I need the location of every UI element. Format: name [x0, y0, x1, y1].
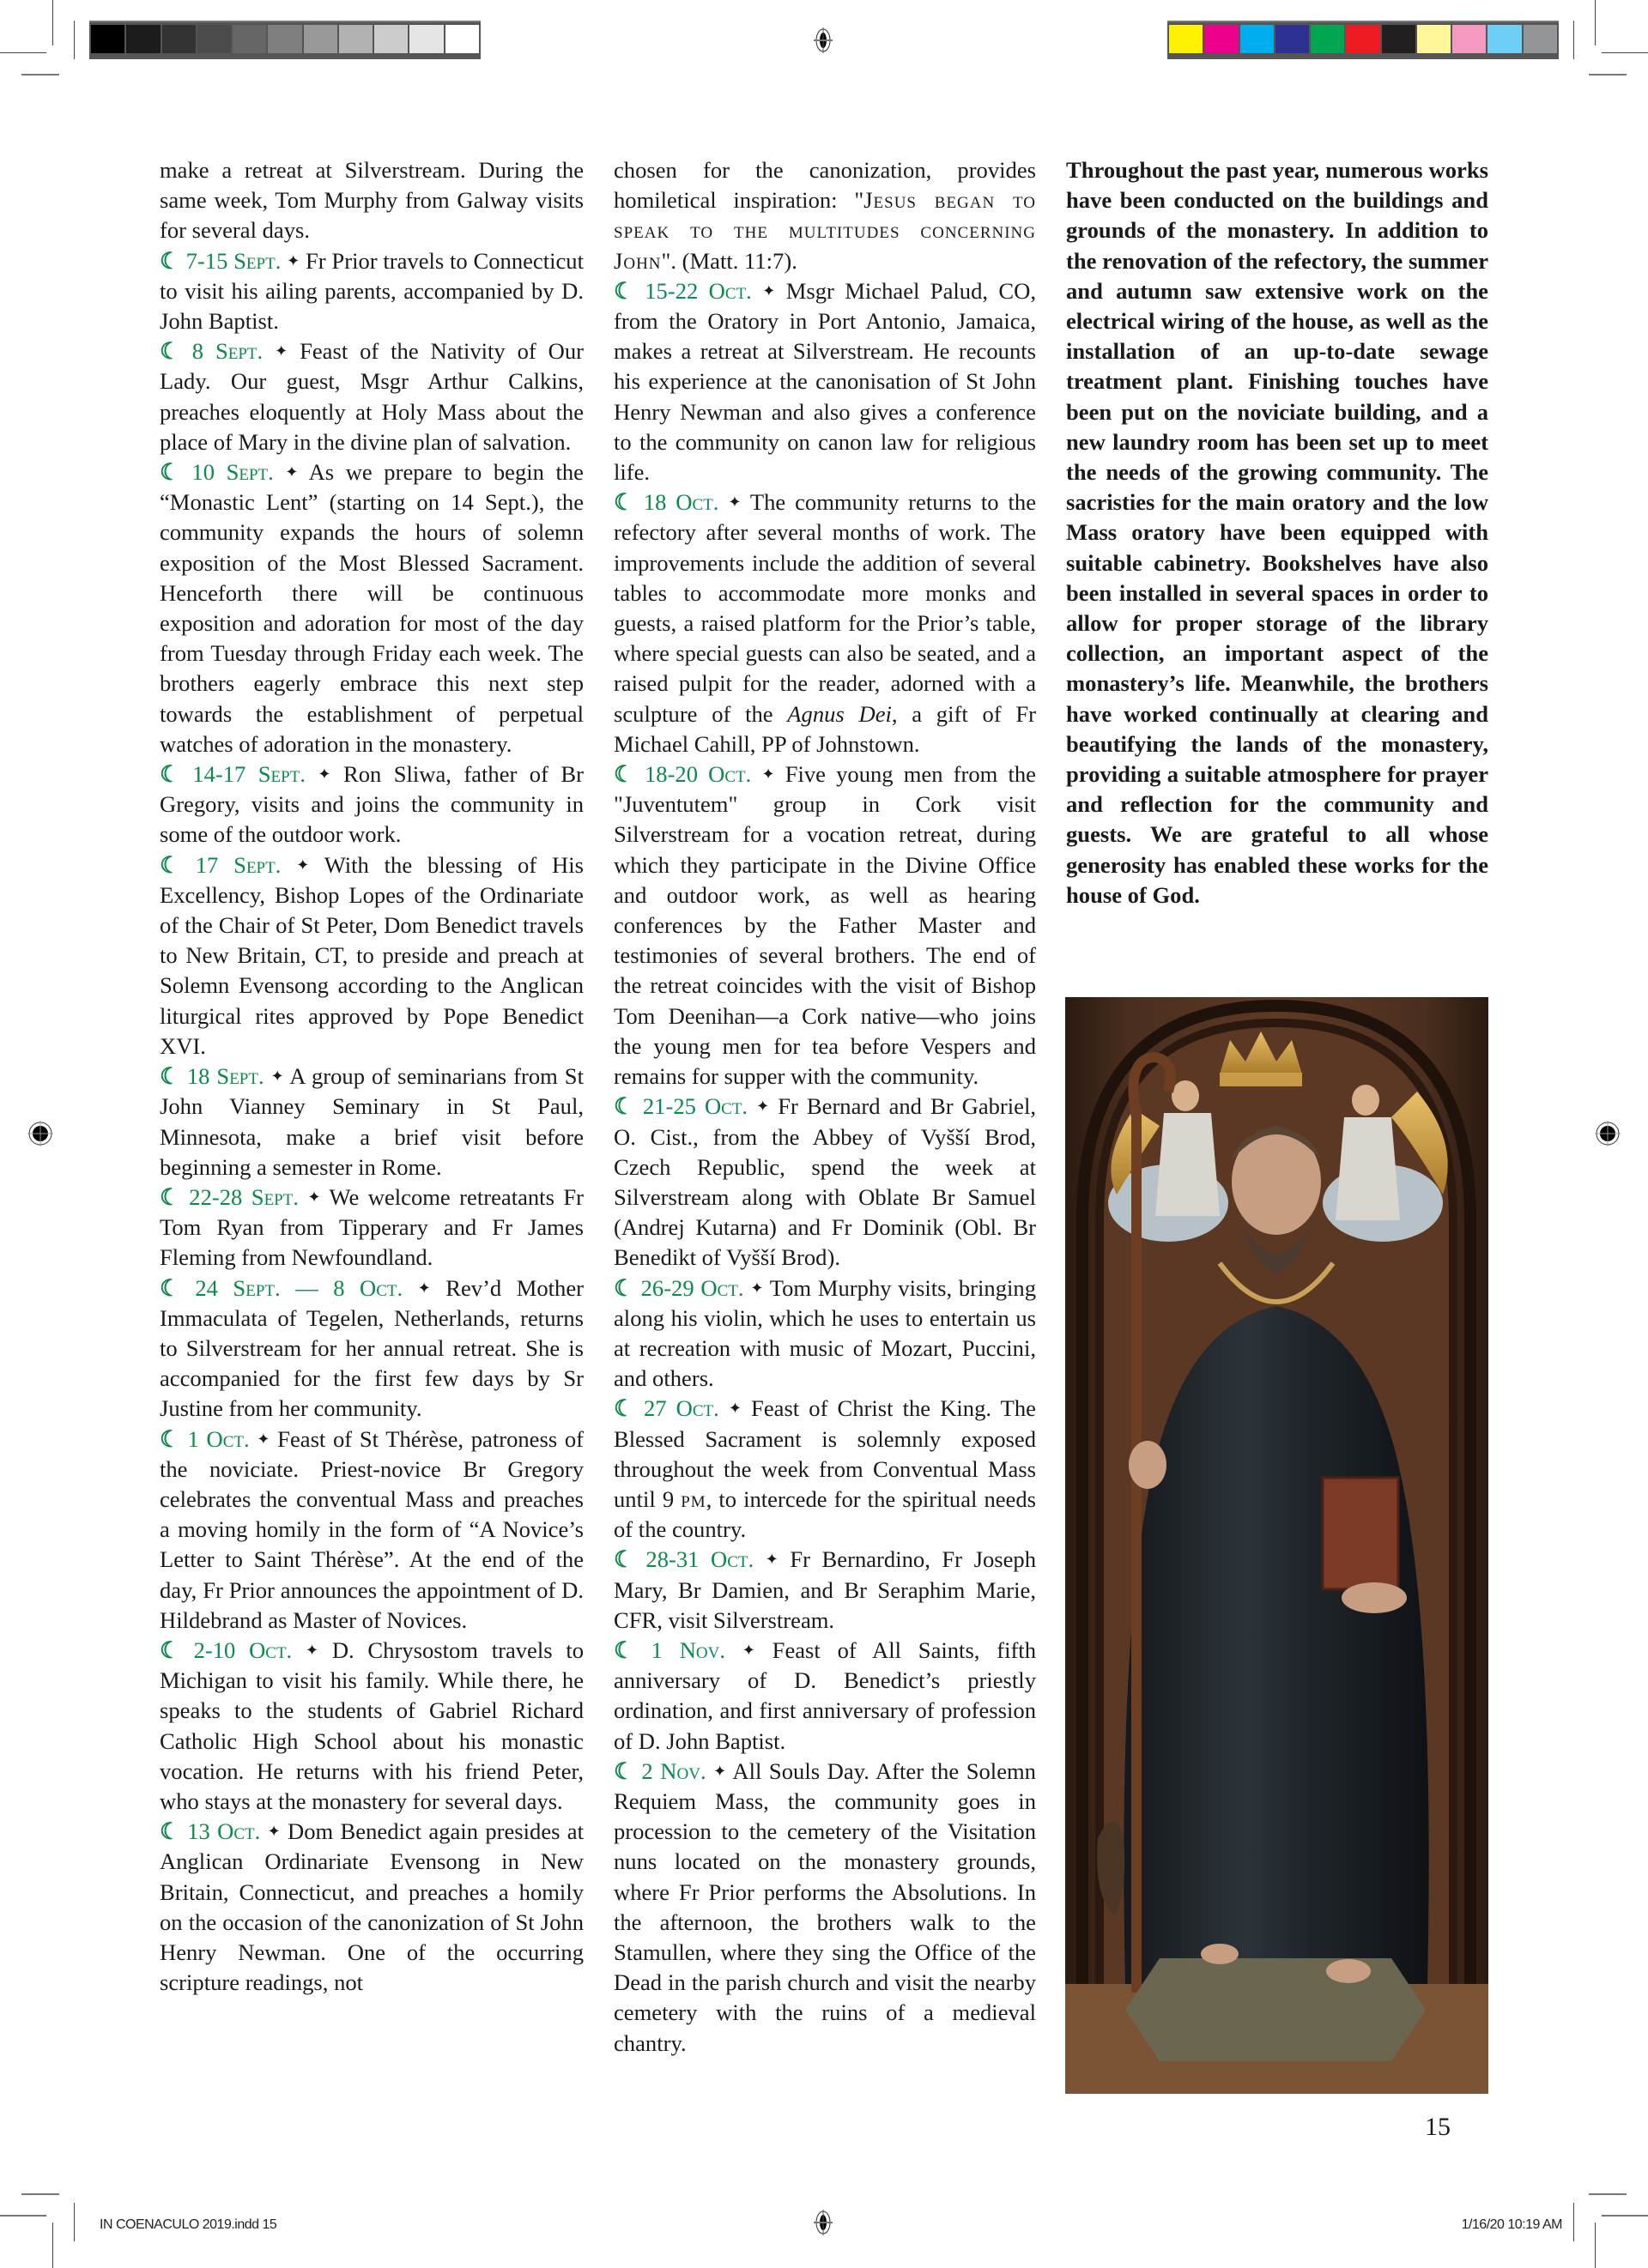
separator-diamond-icon: ✦: [307, 1188, 321, 1206]
entry-text: We welcome retreatants Fr Tom Ryan from Tipperary and Fr James Fleming from Newfoundland.: [160, 1183, 585, 1271]
entry-text: D. Chrysostom travels to Michigan to visit his family. While there, he speaks to the students of Gabriel Richard Catholic High School about his monastic vocation. He returns with his friend Peter, who stays at the monastery for several days.: [160, 1636, 585, 1814]
crop-mark: [74, 2203, 75, 2241]
separator-diamond-icon: ✦: [257, 1430, 270, 1448]
entry-marker-icon: ☾: [614, 1395, 634, 1422]
entry-marker-icon: ☾: [160, 1063, 180, 1090]
chronicle-entry: [160, 1424, 584, 1636]
entry-date: 1 Oct.: [187, 1425, 250, 1452]
grayscale-calibration-bar: [89, 21, 481, 59]
chronicle-entry: [160, 850, 584, 1061]
gray-swatch: [162, 25, 197, 53]
crop-mark: [52, 2223, 53, 2268]
chronicle-entry: [160, 246, 584, 337]
chronicle-entry: [614, 1636, 1036, 1757]
chronicle-entry: [614, 1394, 1036, 1545]
crop-mark: [1595, 2223, 1596, 2268]
color-swatch: [1487, 25, 1523, 53]
entry-marker-icon: ☾: [160, 1425, 180, 1452]
color-swatch: [1240, 25, 1275, 53]
entry-text-smallcaps: pm: [681, 1485, 706, 1512]
entry-text: Msgr Michael Palud, CO, from the Oratory in Port Antonio, Jamaica, makes a retreat at Silverstream. He recounts his experience at the canonisation of St John Henry Newman and also gives a conference to the community on canon law for religious life.: [614, 277, 1037, 486]
chronicle-entry: [614, 1092, 1036, 1273]
entry-marker-icon: ☾: [160, 1274, 180, 1301]
gray-swatch: [445, 25, 479, 53]
chronicle-entry: [160, 1061, 584, 1182]
color-swatch: [1382, 25, 1417, 53]
scripture-quote: Jesus began to speak to the multitudes concerning John: [614, 187, 1036, 274]
entry-text: Feast of Christ the King. The Blessed Sacrament is solemnly exposed throughout the week from Conventual Mass until 9: [614, 1395, 1036, 1512]
entry-text: Fr Bernardino, Fr Joseph Mary, Br Damien, and Br Seraphim Marie, CFR, visit Silverstream.: [614, 1546, 1036, 1633]
entry-marker-icon: ☾: [160, 761, 180, 788]
entry-text: The community returns to the refectory after several months of work. The improvements include the addition of several tables to accommodate more monks and guests, a raised platform for the Prior’s table, where special guests can also be seated, and a raised pulpit for the reader, adorned with a sculpture of the: [614, 489, 1037, 727]
separator-diamond-icon: ✦: [762, 281, 776, 299]
saint-statue-photo: [1065, 997, 1488, 2094]
color-swatch: [1346, 25, 1381, 53]
entry-date: 14-17 Sept.: [192, 761, 306, 788]
entry-date: 22-28 Sept.: [189, 1183, 300, 1210]
registration-mark-top-icon: [810, 27, 836, 53]
crop-mark: [1602, 2215, 1648, 2217]
gray-swatch: [91, 25, 126, 53]
registration-mark-right-icon: [1595, 1121, 1621, 1146]
gray-swatch: [233, 25, 268, 53]
separator-diamond-icon: ✦: [728, 493, 742, 511]
entry-text: Feast of the Nativity of Our Lady. Our guest, Msgr Arthur Calkins, preaches eloquently at Holy Mass about the place of Mary in the divine plan of salvation.: [160, 338, 585, 455]
entry-marker-icon: ☾: [160, 459, 180, 486]
entry-date: 27 Oct.: [643, 1395, 719, 1422]
entry-marker-icon: ☾: [614, 1757, 634, 1784]
entry-marker-icon: ☾: [614, 1093, 634, 1120]
entry-marker-icon: ☾: [160, 247, 180, 274]
chronicle-entry: [160, 1273, 584, 1424]
crop-mark: [74, 21, 75, 59]
entry-text: All Souls Day. After the Solemn Requiem Mass, the community goes in procession to the cemetery of the Visitation nuns located on the monastery grounds, where Fr Prior performs the Absolutions. In the afternoon, the brothers walk to the Stamullen, where they sing the Office of the Dead in the parish church and visit the nearby cemetery with the ruins of a medieval chantry.: [614, 1757, 1036, 2056]
separator-diamond-icon: ✦: [742, 1641, 755, 1659]
separator-diamond-icon: ✦: [287, 251, 300, 269]
chronicle-entry: [614, 1273, 1036, 1394]
entry-marker-icon: ☾: [160, 1636, 180, 1663]
entry-text: Rev’d Mother Immaculata of Tegelen, Netherlands, returns to Silverstream for her annual retreat. She is accompanied for the first few days by Sr Justine from her community.: [160, 1274, 585, 1422]
crop-mark: [52, 0, 53, 45]
color-swatch: [1275, 25, 1311, 53]
crop-mark: [0, 2215, 46, 2217]
crop-mark: [1589, 74, 1627, 76]
chronicle-column-2: [614, 155, 1036, 2059]
entry-text: Five young men from the "Juventutem" group in Cork visit Silverstream for a vocation retreat, during which they participate in the Divine Office and outdoor work, as well as hearing conferences by the Father Master and testimonies of several brothers. The end of the retreat coincides with the visit of Bishop Tom Deenihan—a Cork native—who joins the young men for tea before Vespers and remains for supper with the community.: [614, 761, 1036, 1090]
color-calibration-bar: [1167, 21, 1559, 59]
slug-filename: IN COENACULO 2019.indd 15: [100, 2217, 277, 2232]
entry-text: As we prepare to begin the “Monastic Lent” (starting on 14 Sept.), the community expands the hours of solemn exposition of the Most Blessed Sacrament. Henceforth there will be continuous exposition and adoration for most of the day from Tuesday through Friday each week. The brothers eagerly embrace this next step towards the establishment of perpetual watches of adoration in the monastery.: [160, 459, 584, 757]
color-swatch: [1452, 25, 1487, 53]
slug-timestamp: 1/16/20 10:19 AM: [1461, 2217, 1562, 2232]
chronicle-entry: [614, 1545, 1036, 1636]
entry-date: 2-10 Oct.: [193, 1636, 293, 1663]
gray-swatch: [197, 25, 233, 53]
gray-swatch: [268, 25, 303, 53]
works-summary-column: [1066, 155, 1488, 910]
separator-diamond-icon: ✦: [305, 1641, 319, 1659]
entry-text: Tom Murphy visits, bringing along his violin, which he uses to entertain us at recreation with music of Mozart, Puccini, and others.: [614, 1274, 1036, 1392]
entry-text: Feast of St Thérèse, patroness of the noviciate. Priest-novice Br Gregory celebrates the conventual Mass and preaches a moving homily in the form of “A Novice’s Letter to Saint Thérèse”. At the end of the day, Fr Prior announces the appointment of D. Hildebrand as Master of Novices.: [160, 1425, 585, 1633]
crop-mark: [1602, 52, 1648, 53]
entry-date: 13 Oct.: [187, 1818, 261, 1845]
continuation-paragraph: make a retreat at Silverstream. During the same week, Tom Murphy from Galway visits for several days.: [160, 157, 584, 244]
entry-date: 26-29 Oct.: [640, 1274, 744, 1301]
registration-mark-left-icon: [27, 1121, 53, 1146]
entry-marker-icon: ☾: [614, 1636, 634, 1663]
chronicle-entry: [160, 759, 584, 850]
entry-marker-icon: ☾: [614, 761, 634, 788]
separator-diamond-icon: ✦: [750, 1279, 764, 1297]
separator-diamond-icon: ✦: [728, 1400, 742, 1418]
separator-diamond-icon: ✦: [756, 1098, 770, 1116]
crop-mark: [1573, 21, 1574, 59]
page-number: 15: [1425, 2113, 1451, 2141]
color-swatch: [1417, 25, 1452, 53]
entry-marker-icon: ☾: [160, 1818, 180, 1845]
entry-date: 8 Sept.: [191, 338, 264, 365]
entry-marker-icon: ☾: [160, 338, 180, 365]
entry-marker-icon: ☾: [614, 1274, 634, 1301]
separator-diamond-icon: ✦: [761, 765, 775, 783]
entry-date: 1 Nov.: [651, 1636, 725, 1663]
chronicle-column-1: [160, 155, 584, 1998]
separator-diamond-icon: ✦: [318, 765, 331, 783]
entry-date: 18 Sept.: [186, 1063, 264, 1090]
chronicle-entry: [160, 457, 584, 759]
entry-text: Fr Bernard and Br Gabriel, O. Cist., from the Abbey of Vyšší Brod, Czech Republic, spend the week at Silverstream along with Oblate Br Samuel (Andrej Kutarna) and Fr Dominik (Obl. Br Benedikt of Vyšší Brod).: [614, 1093, 1036, 1271]
entry-marker-icon: ☾: [614, 1546, 634, 1573]
entry-date: 18 Oct.: [643, 489, 719, 516]
chronicle-entry: [160, 1817, 584, 1998]
separator-diamond-icon: ✦: [417, 1279, 431, 1297]
entry-date: 18-20 Oct.: [644, 761, 752, 788]
gray-swatch: [304, 25, 339, 53]
crop-mark: [1595, 0, 1596, 45]
registration-mark-bottom-icon: [810, 2210, 836, 2235]
chronicle-entry: [614, 759, 1036, 1092]
statue-illustration: [1065, 997, 1488, 2094]
color-swatch: [1311, 25, 1346, 53]
entry-date: 17 Sept.: [195, 851, 282, 878]
entry-text: Feast of All Saints, fifth anniversary of D. Benedict’s priestly ordination, and first anniversary of profession of D. John Baptist.: [614, 1636, 1036, 1754]
crop-mark: [21, 2193, 59, 2195]
entry-date: 10 Sept.: [191, 459, 274, 486]
chronicle-entry: [160, 336, 584, 457]
entry-date: 28-31 Oct.: [645, 1546, 754, 1573]
entry-text-italic: Agnus Dei: [787, 700, 892, 727]
entry-text: With the blessing of His Excellency, Bishop Lopes of the Ordinariate of the Chair of St Peter, Dom Benedict travels to New Britain, CT, to preside and preach at Solemn Evensong according to the Anglican liturgical rites approved by Pope Benedict XVI.: [160, 851, 584, 1059]
separator-diamond-icon: ✦: [765, 1551, 779, 1569]
crop-mark: [1589, 2193, 1627, 2195]
entry-marker-icon: ☾: [614, 489, 634, 516]
crop-mark: [21, 74, 59, 76]
entry-text: , a gift of Fr Michael Cahill, PP of Johnstown.: [614, 700, 1036, 757]
entry-date: 2 Nov.: [641, 1757, 706, 1784]
entry-marker-icon: ☾: [614, 277, 634, 304]
entry-date: 7-15 Sept.: [185, 247, 282, 274]
separator-diamond-icon: ✦: [267, 1823, 281, 1841]
separator-diamond-icon: ✦: [275, 342, 288, 360]
entry-date: 21-25 Oct.: [642, 1093, 748, 1120]
separator-diamond-icon: ✦: [296, 856, 310, 874]
separator-diamond-icon: ✦: [270, 1067, 284, 1086]
chronicle-entry: [614, 276, 1036, 487]
gray-swatch: [339, 25, 374, 53]
entry-text: Dom Benedict again presides at Anglican Ordinariate Evensong in New Britain, Connecticut, and preaches a homily on the occasion of the canonization of St John Henry Newman. One of the occurring scripture readings, not: [160, 1818, 584, 1996]
chronicle-entry: [160, 1636, 584, 1817]
color-swatch: [1524, 25, 1557, 53]
crop-mark: [0, 52, 46, 53]
gray-swatch: [374, 25, 409, 53]
entry-marker-icon: ☾: [160, 851, 180, 878]
entry-text: A group of seminarians from St John Vianney Seminary in St Paul, Minnesota, make a brief visit before beginning a semester in Rome.: [160, 1063, 584, 1180]
entry-marker-icon: ☾: [160, 1183, 180, 1210]
color-swatch: [1169, 25, 1204, 53]
separator-diamond-icon: ✦: [285, 463, 299, 481]
entry-date: 24 Sept. — 8 Oct.: [195, 1274, 403, 1301]
crop-mark: [1573, 2203, 1574, 2241]
separator-diamond-icon: ✦: [713, 1762, 727, 1780]
continuation-paragraph: chosen for the canonization, provides homiletical inspiration: "Jesus began to speak to the multitudes concerning John". (Matt. 11:7).: [614, 157, 1036, 274]
works-summary-paragraph: Throughout the past year, numerous works have been conducted on the buildings and grounds of the monastery. In addition to the renovation of the refectory, the summer and autumn saw extensive work on the electrical wiring of the house, as well as the installation of an up-to-date sewage treatment plant. Finishing touches have been put on the noviciate building, and a new laundry room has been set up to meet the needs of the growing community. The sacristies for the main oratory and the low Mass oratory have been equipped with suitable cabinetry. Bookshelves have also been installed in several spaces in order to allow for proper storage of the library collection, an important aspect of the monastery’s life. Meanwhile, the brothers have worked continually at clearing and beautifying the lands of the monastery, providing a suitable atmosphere for prayer and reflection for the community and guests. We are grateful to all whose generosity has enabled these works for the house of God.: [1066, 157, 1488, 908]
entry-text: , to intercede for the spiritual needs of the country.: [614, 1485, 1036, 1543]
chronicle-entry: [614, 1757, 1036, 2059]
gray-swatch: [409, 25, 445, 53]
entry-text: Ron Sliwa, father of Br Gregory, visits and joins the community in some of the outdoor work.: [160, 761, 584, 848]
entry-date: 15-22 Oct.: [645, 277, 752, 304]
entry-text: Fr Prior travels to Connecticut to visit his ailing parents, accompanied by D. John Baptist.: [160, 247, 584, 335]
color-swatch: [1204, 25, 1239, 53]
chronicle-entry: [160, 1182, 584, 1273]
chronicle-entry: [614, 487, 1036, 759]
gray-swatch: [126, 25, 161, 53]
